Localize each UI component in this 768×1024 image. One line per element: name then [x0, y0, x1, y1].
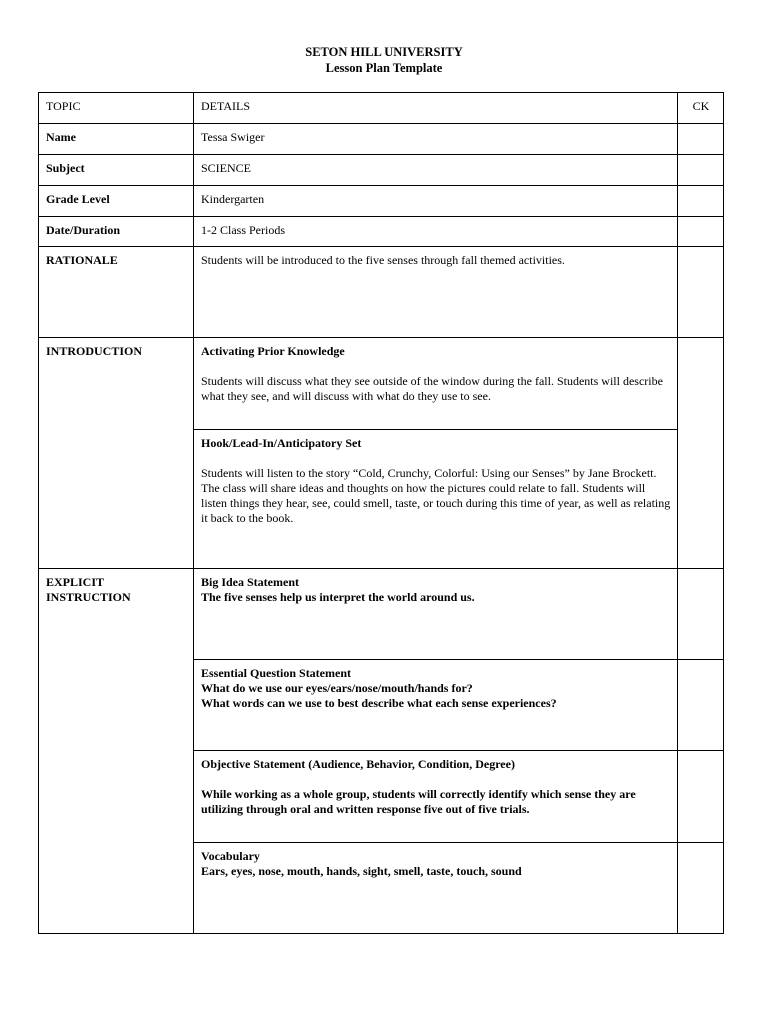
table-row-big-idea — [39, 569, 724, 660]
ck-column-header: CK — [678, 93, 724, 124]
essential-question-2: What words can we use to best describe what each sense experiences? — [201, 696, 557, 710]
grade-level-value: Kindergarten — [194, 186, 678, 217]
university-title: SETON HILL UNIVERSITY — [305, 45, 463, 59]
table-row-name — [39, 124, 724, 155]
objective-heading: Objective Statement (Audience, Behavior, Condition, Degree) — [201, 757, 515, 771]
essential-question-1: What do we use our eyes/ears/nose/mouth/hands for? — [201, 681, 473, 695]
explicit-instruction-label: EXPLICIT INSTRUCTION — [39, 569, 194, 934]
vocabulary-heading: Vocabulary — [201, 849, 260, 863]
introduction-ck-cell — [678, 338, 724, 569]
name-value: Tessa Swiger — [194, 124, 678, 155]
name-label: Name — [39, 124, 194, 155]
big-idea-cell — [194, 569, 678, 660]
date-duration-label: Date/Duration — [39, 217, 194, 247]
introduction-label: INTRODUCTION — [39, 338, 194, 569]
name-ck-cell — [678, 124, 724, 155]
big-idea-ck-cell — [678, 569, 724, 660]
document-subtitle: Lesson Plan Template — [325, 61, 443, 75]
grade-level-label: Grade Level — [39, 186, 194, 217]
objective-text: While working as a whole group, students will correctly identify which sense they are utilizing through oral and written response five out of five trials. — [201, 787, 636, 816]
table-row-grade-level — [39, 186, 724, 217]
lesson-plan-table — [38, 92, 724, 934]
date-duration-value: 1-2 Class Periods — [194, 217, 678, 247]
table-row-rationale — [39, 247, 724, 338]
table-row-subject — [39, 155, 724, 186]
table-row-date-duration — [39, 217, 724, 247]
objective-cell — [194, 751, 678, 843]
objective-ck-cell — [678, 751, 724, 843]
subject-label: Subject — [39, 155, 194, 186]
subject-ck-cell — [678, 155, 724, 186]
details-column-header: DETAILS — [194, 93, 678, 124]
vocabulary-text: Ears, eyes, nose, mouth, hands, sight, smell, taste, touch, sound — [201, 864, 522, 878]
rationale-label: RATIONALE — [39, 247, 194, 338]
hook-heading: Hook/Lead-In/Anticipatory Set — [201, 436, 362, 450]
date-duration-ck-cell — [678, 217, 724, 247]
essential-question-cell — [194, 660, 678, 751]
rationale-ck-cell — [678, 247, 724, 338]
table-header-row — [39, 93, 724, 124]
prior-knowledge-text: Students will discuss what they see outside of the window during the fall. Students will describe what they see, and will discuss with what do they use to see. — [201, 374, 663, 403]
prior-knowledge-cell — [194, 338, 678, 430]
hook-text: Students will listen to the story “Cold, Crunchy, Colorful: Using our Senses” by Jane Brockett. The class will share ideas and thoughts on how the pictures could relate to fall. Students will listen things they hear, see, could smell, taste, or touch during this time of year, as well as relating it back to the book. — [201, 466, 671, 525]
grade-level-ck-cell — [678, 186, 724, 217]
table-row-prior-knowledge — [39, 338, 724, 430]
prior-knowledge-heading: Activating Prior Knowledge — [201, 344, 345, 358]
subject-value: SCIENCE — [194, 155, 678, 186]
big-idea-heading: Big Idea Statement — [201, 575, 299, 589]
document-header — [0, 44, 768, 76]
essential-question-ck-cell — [678, 660, 724, 751]
vocabulary-ck-cell — [678, 843, 724, 934]
rationale-text: Students will be introduced to the five senses through fall themed activities. — [194, 247, 678, 338]
big-idea-text: The five senses help us interpret the world around us. — [201, 590, 475, 604]
topic-column-header: TOPIC — [39, 93, 194, 124]
essential-question-heading: Essential Question Statement — [201, 666, 351, 680]
hook-cell — [194, 430, 678, 569]
vocabulary-cell — [194, 843, 678, 934]
